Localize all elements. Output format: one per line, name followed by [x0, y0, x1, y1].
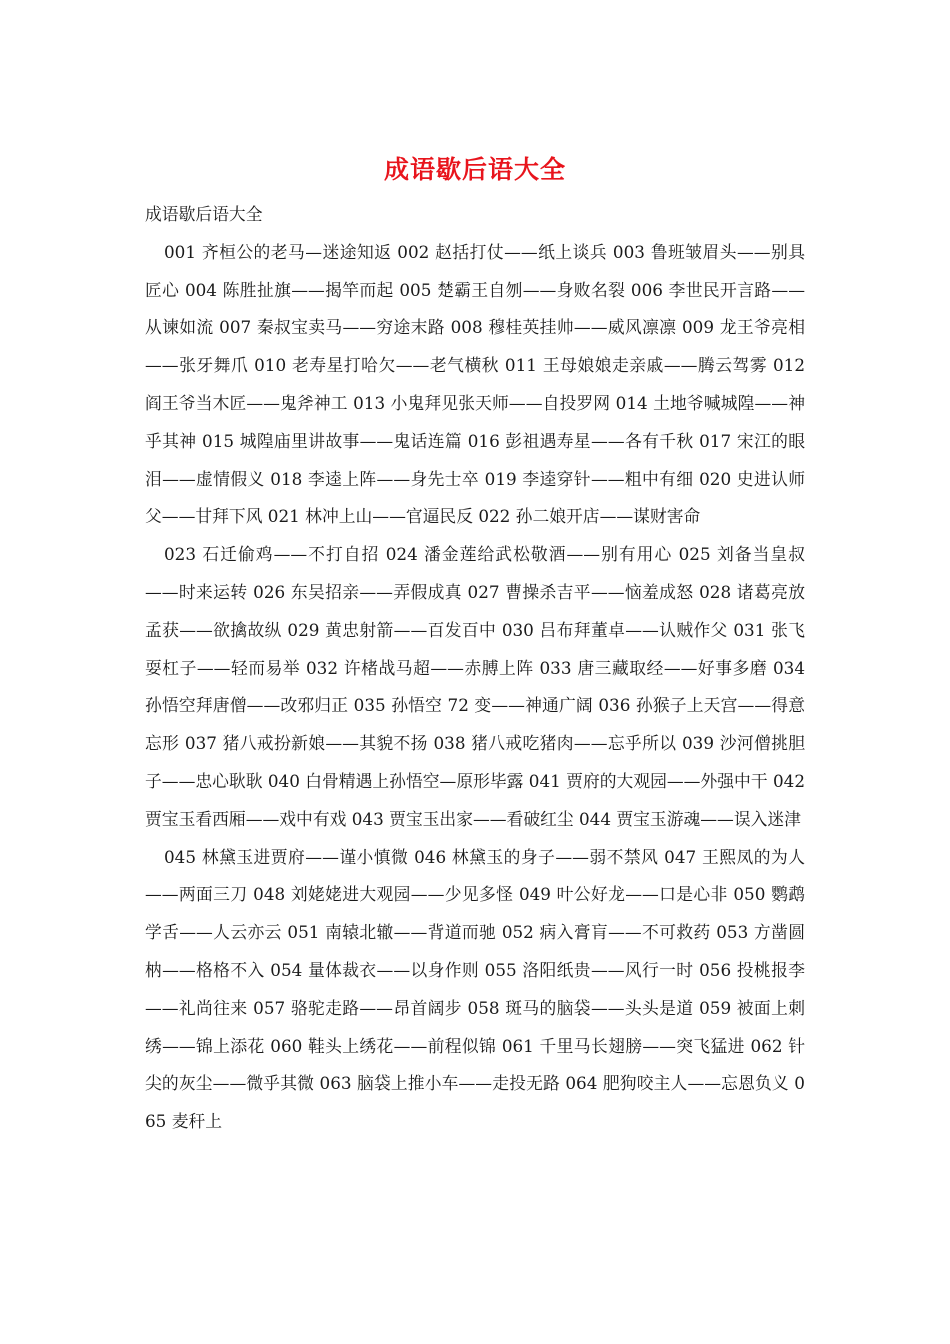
paragraph-1: 001 齐桓公的老马—迷途知返 002 赵括打仗——纸上谈兵 003 鲁班皱眉头——别具匠心 004 陈胜扯旗——揭竿而起 005 楚霸王自刎——身败名裂 006 李世民开言路——从谏如流 007 秦叔宝卖马——穷途末路 008 穆桂英挂帅——威风凛凛 009 龙王爷亮相——张牙舞爪 010 老寿星打哈欠——老气横秋 011 王母娘娘走亲戚——腾云驾雾 012 阎王爷当木匠——鬼斧神工 013 小鬼拜见张天师——自投罗网 014 土地爷喊城隍——神乎其神 015 城隍庙里讲故事——鬼话连篇 016 彭祖遇寿星——各有千秋 017 宋江的眼泪——虚情假义 018 李逵上阵——身先士卒 019 李逵穿针——粗中有细 020 史进认师父——甘拜下风 021 林冲上山——官逼民反 022 孙二娘开店——谋财害命 [145, 241, 805, 527]
paragraph-2: 023 石迁偷鸡——不打自招 024 潘金莲给武松敬酒——别有用心 025 刘备当皇叔——时来运转 026 东吴招亲——弄假成真 027 曹操杀吉平——恼羞成怒 028 诸葛亮放孟获——欲擒故纵 029 黄忠射箭——百发百中 030 吕布拜董卓——认贼作父 031 张飞耍杠子——轻而易举 032 许楮战马超——赤膊上阵 033 唐三藏取经——好事多磨 034 孙悟空拜唐僧——改邪归正 035 孙悟空 72 变——神通广阔 036 孙猴子上天宫——得意忘形 037 猪八戒扮新娘——其貌不扬 038 猪八戒吃猪肉——忘乎所以 039 沙河僧挑胆子——忠心耿耿 040 白骨精遇上孙悟空—原形毕露 041 贾府的大观园——外强中干 042 贾宝玉看西厢——戏中有戏 043 贾宝玉出家——看破红尘 044 贾宝玉游魂——误入迷津 [145, 544, 805, 829]
document-subtitle: 成语歇后语大全 [145, 204, 263, 224]
paragraph-3: 045 林黛玉进贾府——谨小慎微 046 林黛玉的身子——弱不禁风 047 王熙凤的为人——两面三刀 048 刘姥姥进大观园——少见多怪 049 叶公好龙——口是心非 050 鹦鹉学舌——人云亦云 051 南辕北辙——背道而驰 052 病入膏肓——不可救药 053 方凿圆枘——格格不入 054 量体裁衣——以身作则 055 洛阳纸贵——风行一时 056 投桃报李——礼尚往来 057 骆驼走路——昂首阔步 058 斑马的脑袋——头头是道 059 被面上刺绣——锦上添花 060 鞋头上绣花——前程似锦 061 千里马长翅膀——突飞猛进 062 针尖的灰尘——微乎其微 063 脑袋上推小车——走投无路 064 肥狗咬主人——忘恩负义 065 麦秆上 [145, 846, 805, 1132]
document-title: 成语歇后语大全 [383, 155, 566, 184]
document-body [145, 196, 805, 1141]
